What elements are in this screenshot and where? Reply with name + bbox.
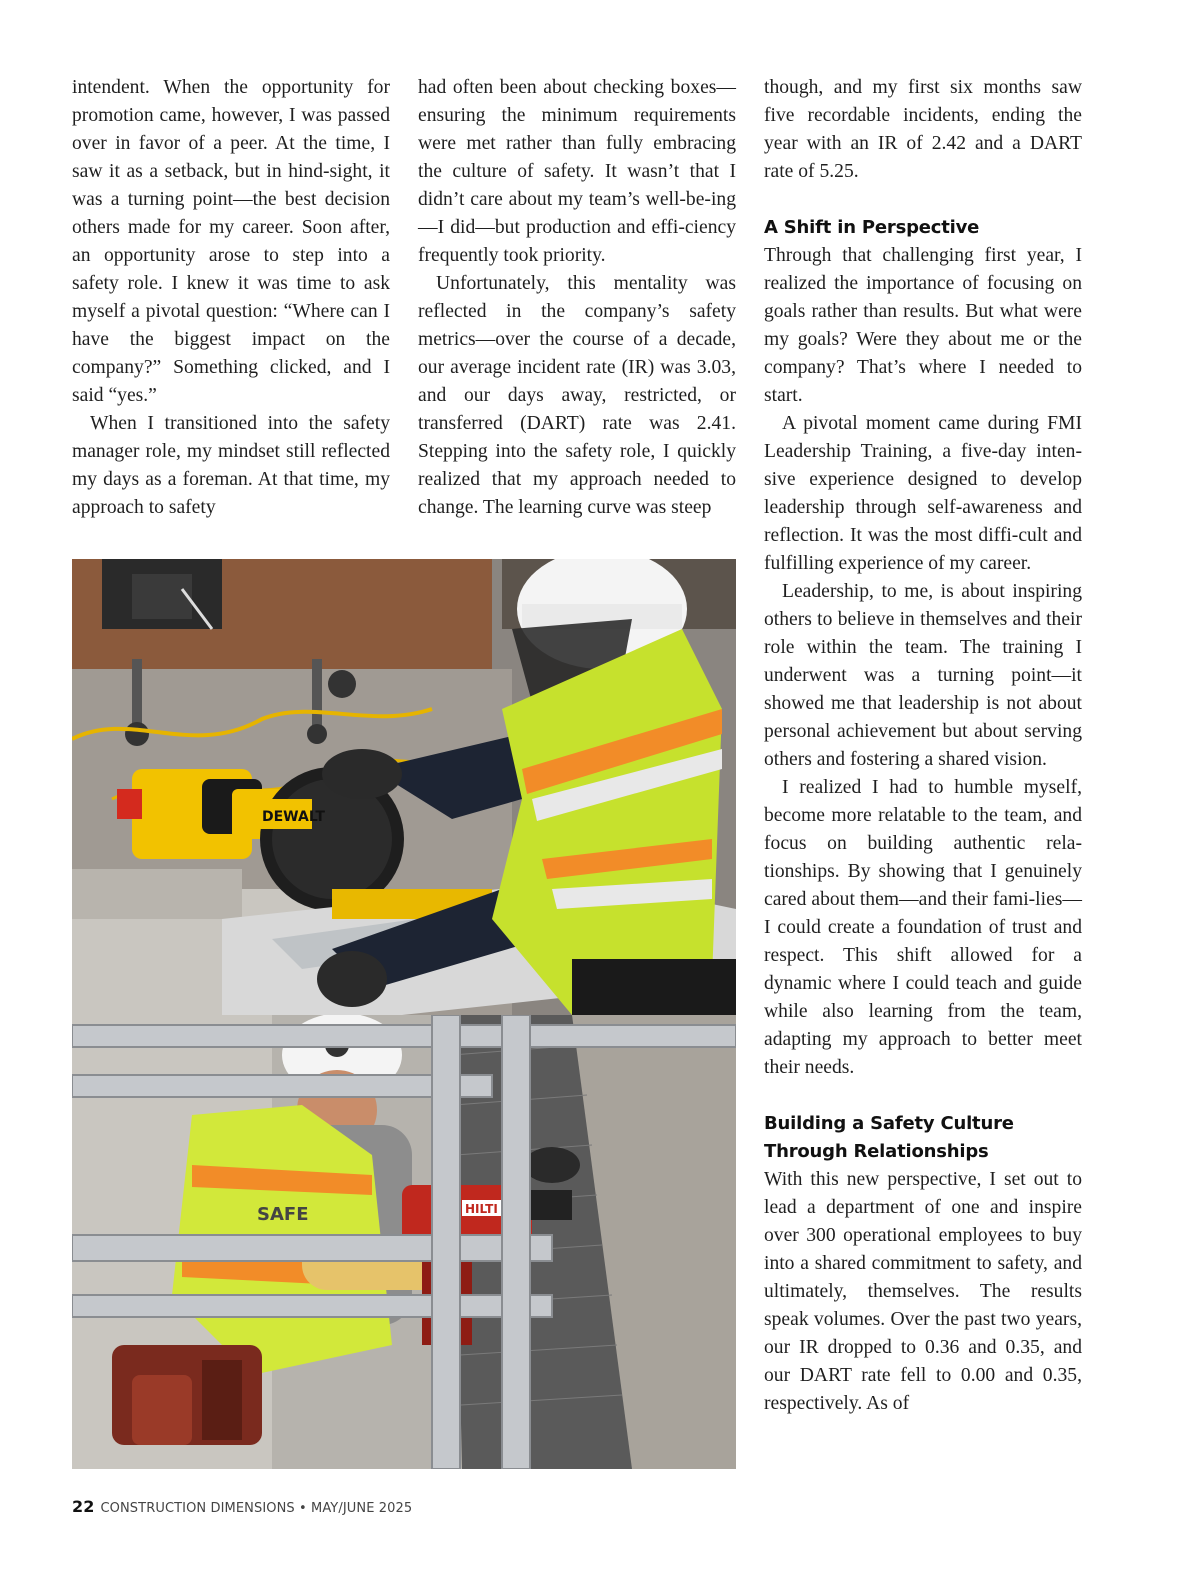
paragraph: Through that challenging first year, I realized the importance of focusing on goals rather than results. But what were my goals? Were they about me or the company? That’s where I needed to start.: [764, 245, 1082, 406]
saw-brand-text: DEWALT: [262, 809, 325, 825]
paragraph: When I transitioned into the safety manager role, my mindset still reflected my days as a foreman. At that time, my approach to safety: [72, 413, 390, 518]
section-heading-shift-in-perspective: A Shift in Perspective: [764, 217, 980, 238]
heading-line: Through Relationships: [764, 1141, 989, 1162]
paragraph: Leadership, to me, is about inspiring others to believe in themselves and their role within the team. The training I underwent was a turning point—it showed me that leadership is not about personal achievement but about serving others and fostering a shared vision.: [764, 581, 1082, 770]
article-column-3: [764, 74, 1082, 1418]
article-column-2: [418, 74, 736, 522]
publication-info: CONSTRUCTION DIMENSIONS • MAY/JUNE 2025: [100, 1501, 413, 1516]
drill-brand-text: HILTI: [465, 1202, 498, 1216]
page-number: 22: [72, 1497, 95, 1516]
paragraph: With this new perspective, I set out to lead a department of one and inspire over 300 operational employees to buy into a shared commitment to safety, and ultimately, themselves. The results speak volumes. Over the past two years, our IR dropped to 0.36 and 0.35, and our DART rate fell to 0.00 and 0.35, respectively. As of: [764, 1169, 1082, 1414]
paragraph: intendent. When the opportunity for promotion came, however, I was passed over in favor of a peer. At the time, I saw it as a setback, but in hind-sight, it was a turning point—the best decision others made for my career. Soon after, an opportunity arose to step into a safety role. I knew it was time to ask myself a pivotal question: “Where can I have the biggest impact on the company?” Something clicked, and I said “yes.”: [72, 77, 390, 406]
section-heading-building-safety-culture: [764, 1110, 1082, 1166]
page-footer: [72, 1497, 412, 1516]
article-column-1: [72, 74, 390, 522]
paragraph: had often been about checking boxes—ensuring the minimum requirements were met rather than fully embracing the culture of safety. It wasn’t that I didn’t care about my team’s well-be-ing—I did—but production and effi-ciency frequently took priority.: [418, 77, 736, 266]
paragraph: Unfortunately, this mentality was reflected in the company’s safety metrics—over the course of a decade, our average incident rate (IR) was 3.03, and our days away, restricted, or transferred (DART) rate was 2.41. Stepping into the safety role, I quickly realized that my approach needed to change. The learning curve was steep: [418, 273, 736, 518]
heading-line: Building a Safety Culture: [764, 1113, 1014, 1134]
paragraph: A pivotal moment came during FMI Leadership Training, a five-day inten-sive experience designed to develop leadership through self-awareness and reflection. It was the most diffi-cult and fulfilling experience of my career.: [764, 413, 1082, 574]
paragraph: though, and my first six months saw five recordable incidents, ending the year with an IR of 2.42 and a DART rate of 5.25.: [764, 77, 1082, 182]
paragraph: I realized I had to humble myself, become more relatable to the team, and focus on building authentic rela-tionships. By showing that I genuinely cared about them—and their fami-lies—I could create a foundation of trust and respect. This shift allowed for a dynamic where I could teach and guide while also learning from the team, adapting my approach to better meet their needs.: [764, 777, 1082, 1078]
photo-worker-scaffold-drill: [72, 1015, 736, 1469]
shirt-text: SAFE: [257, 1204, 309, 1225]
photo-worker-miter-saw: [72, 559, 736, 1015]
